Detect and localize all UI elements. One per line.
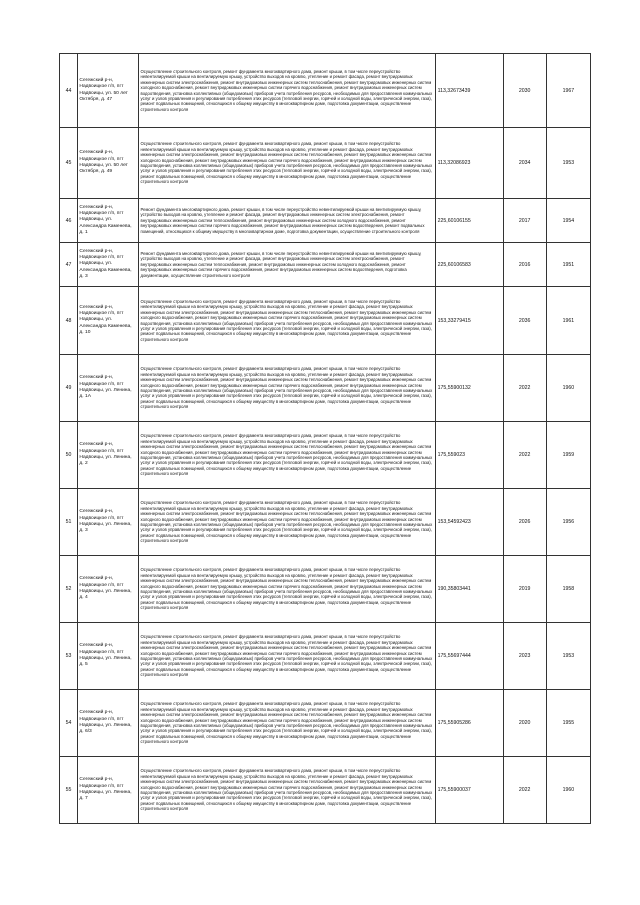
row-cost: 190,35803441 (436, 556, 503, 623)
row-built-year: 1951 (546, 243, 590, 287)
row-planned-year: 2020 (503, 690, 546, 757)
row-built-year: 1955 (546, 690, 590, 757)
row-cost: 153,33279415 (436, 287, 503, 355)
row-built-year: 1960 (546, 757, 590, 824)
row-planned-year: 2036 (503, 287, 546, 355)
row-address: Сегежский р-н, Надвоицкое г/п, пгт Надвоицы, ул. 50 лет Октября, д. 49 (77, 128, 138, 199)
row-built-year: 1967 (546, 54, 590, 128)
row-works: Осуществление строительного контроля, ремонт фундамента многоквартирного дома, ремонт крыши, в том числе переустройство невентилируемой крыши на вентилируемую крышу, устройство выходов на кровлю, утепление и ремонт фасада, ремонт внутридомовых инженерных систем электроснабжения, ремонт внутридомовых инженерных систем теплоснабжения, ремонт внутридомовых инженерных систем холодного водоснабжения, ремонт внутридомовых инженерных систем горячего водоснабжения, ремонт внутридомовых инженерных систем водоотведения, установка коллективных (общедомовых) приборов учета потребления ресурсов, необходимых для предоставления коммунальных услуг и узлов управления и регулирования потребления этих ресурсов (тепловой энергии, горячей и холодной воды, электрической энергии, газа), ремонт подвальных помещений, относящихся к общему имуществу в многоквартирном доме, подготовка документации, осуществление строительного контроля (139, 757, 436, 824)
row-planned-year: 2022 (503, 422, 546, 489)
row-cost: 225,60106155 (436, 199, 503, 243)
table-row (60, 556, 591, 623)
row-address: Сегежский р-н, Надвоицкое г/п, пгт Надвоицы, ул. Ленина, д. 5 (77, 623, 138, 690)
row-works: Ремонт фундамента многоквартирного дома, ремонт крыши, в том числе переустройство невентилируемой крыши на вентилируемую крышу, устройство выходов на кровлю, утепление и ремонт фасада, ремонт внутридомовых инженерных систем электроснабжения, ремонт внутридомовых инженерных систем теплоснабжения, ремонт внутридомовых инженерных систем холодного водоснабжения, ремонт внутридомовых инженерных систем горячего водоснабжения, ремонт внутридомовых инженерных систем водоотведения, подготовка документации, осуществление строительного контроля (139, 243, 436, 287)
table-row (60, 287, 591, 355)
table-row (60, 623, 591, 690)
row-built-year: 1956 (546, 489, 590, 556)
row-cost: 175,559023 (436, 422, 503, 489)
table-row (60, 243, 591, 287)
row-address: Сегежский р-н, Надвоицкое г/п, пгт Надвоицы, ул. Ленина, д. 4 (77, 556, 138, 623)
row-address: Сегежский р-н, Надвоицкое г/п, пгт Надвоицы, ул. 50 лет Октября, д. 47 (77, 54, 138, 128)
row-works: Осуществление строительного контроля, ремонт фундамента многоквартирного дома, ремонт крыши, в том числе переустройство невентилируемой крыши на вентилируемую крышу, устройство выходов на кровлю, утепление и ремонт фасада, ремонт внутридомовых инженерных систем электроснабжения, ремонт внутридомовых инженерных систем теплоснабжения, ремонт внутридомовых инженерных систем холодного водоснабжения, ремонт внутридомовых инженерных систем горячего водоснабжения, ремонт внутридомовых инженерных систем водоотведения, установка коллективных (общедомовых) приборов учета потребления ресурсов, необходимых для предоставления коммунальных услуг и узлов управления и регулирования потребления этих ресурсов (тепловой энергии, горячей и холодной воды, электрической энергии, газа), ремонт подвальных помещений, относящихся к общему имуществу в многоквартирном доме, подготовка документации, осуществление строительного контроля (139, 489, 436, 556)
row-works: Осуществление строительного контроля, ремонт фундамента многоквартирного дома, ремонт крыши, в том числе переустройство невентилируемой крыши на вентилируемую крышу, устройство выходов на кровлю, утепление и ремонт фасада, ремонт внутридомовых инженерных систем электроснабжения, ремонт внутридомовых инженерных систем теплоснабжения, ремонт внутридомовых инженерных систем холодного водоснабжения, ремонт внутридомовых инженерных систем горячего водоснабжения, ремонт внутридомовых инженерных систем водоотведения, установка коллективных (общедомовых) приборов учета потребления ресурсов, необходимых для предоставления коммунальных услуг и узлов управления и регулирования потребления этих ресурсов (тепловой энергии, горячей и холодной воды, электрической энергии, газа), ремонт подвальных помещений, относящихся к общему имуществу в многоквартирном доме, подготовка документации, осуществление строительного контроля (139, 690, 436, 757)
document-page (59, 53, 591, 824)
row-planned-year: 2019 (503, 556, 546, 623)
row-address: Сегежский р-н, Надвоицкое г/п, пгт Надвоицы, ул. Александра Каменева, д. 1 (77, 199, 138, 243)
row-number: 45 (60, 128, 78, 199)
row-number: 51 (60, 489, 78, 556)
row-planned-year: 2030 (503, 54, 546, 128)
row-address: Сегежский р-н, Надвоицкое г/п, пгт Надвоицы, ул. Александра Каменева, д. 3 (77, 243, 138, 287)
row-built-year: 1953 (546, 128, 590, 199)
row-built-year: 1958 (546, 556, 590, 623)
row-built-year: 1961 (546, 287, 590, 355)
row-planned-year: 2034 (503, 128, 546, 199)
row-address: Сегежский р-н, Надвоицкое г/п, пгт Надвоицы, ул. Ленина, д. 6/3 (77, 690, 138, 757)
row-address: Сегежский р-н, Надвоицкое г/п, пгт Надвоицы, ул. Ленина, д. 7 (77, 757, 138, 824)
row-built-year: 1954 (546, 199, 590, 243)
row-cost: 175,55900132 (436, 355, 503, 422)
row-works: Ремонт фундамента многоквартирного дома, ремонт крыши, в том числе переустройство невентилируемой крыши на вентилируемую крышу, устройство выходов на кровлю, утепление и ремонт фасада, ремонт внутридомовых инженерных систем электроснабжения, ремонт внутридомовых инженерных систем теплоснабжения, ремонт внутридомовых инженерных систем холодного водоснабжения, ремонт внутридомовых инженерных систем горячего водоснабжения, ремонт внутридомовых инженерных систем водоотведения, ремонт подвальных помещений, относящихся к общему имуществу в многоквартирном доме, подготовка документации, осуществление строительного контроля (139, 199, 436, 243)
row-works: Осуществление строительного контроля, ремонт фундамента многоквартирного дома, ремонт крыши, в том числе переустройство невентилируемой крыши на вентилируемую крышу, устройство выходов на кровлю, утепление и ремонт фасада, ремонт внутридомовых инженерных систем электроснабжения, ремонт внутридомовых инженерных систем теплоснабжения, ремонт внутридомовых инженерных систем холодного водоснабжения, ремонт внутридомовых инженерных систем горячего водоснабжения, ремонт внутридомовых инженерных систем водоотведения, установка коллективных (общедомовых) приборов учета потребления ресурсов, необходимых для предоставления коммунальных услуг и узлов управления и регулирования потребления этих ресурсов (тепловой энергии, горячей и холодной воды, электрической энергии, газа), ремонт подвальных помещений, относящихся к общему имуществу в многоквартирном доме, подготовка документации, осуществление строительного контроля (139, 54, 436, 128)
row-built-year: 1960 (546, 355, 590, 422)
row-works: Осуществление строительного контроля, ремонт фундамента многоквартирного дома, ремонт крыши, в том числе переустройство невентилируемой крыши на вентилируемую крышу, устройство выходов на кровлю, утепление и ремонт фасада, ремонт внутридомовых инженерных систем электроснабжения, ремонт внутридомовых инженерных систем теплоснабжения, ремонт внутридомовых инженерных систем холодного водоснабжения, ремонт внутридомовых инженерных систем горячего водоснабжения, ремонт внутридомовых инженерных систем водоотведения, установка коллективных (общедомовых) приборов учета потребления ресурсов, необходимых для предоставления коммунальных услуг и узлов управления и регулирования потребления этих ресурсов (тепловой энергии, горячей и холодной воды, электрической энергии, газа), ремонт подвальных помещений, относящихся к общему имуществу в многоквартирном доме, подготовка документации, осуществление строительного контроля (139, 422, 436, 489)
row-number: 55 (60, 757, 78, 824)
row-address: Сегежский р-н, Надвоицкое г/п, пгт Надвоицы, ул. Ленина, д. 2 (77, 422, 138, 489)
row-cost: 175,55697444 (436, 623, 503, 690)
row-planned-year: 2022 (503, 355, 546, 422)
row-planned-year: 2017 (503, 199, 546, 243)
row-works: Осуществление строительного контроля, ремонт фундамента многоквартирного дома, ремонт крыши, в том числе переустройство невентилируемой крыши на вентилируемую крышу, устройство выходов на кровлю, утепление и ремонт фасада, ремонт внутридомовых инженерных систем электроснабжения, ремонт внутридомовых инженерных систем теплоснабжения, ремонт внутридомовых инженерных систем холодного водоснабжения, ремонт внутридомовых инженерных систем горячего водоснабжения, ремонт внутридомовых инженерных систем водоотведения, установка коллективных (общедомовых) приборов учета потребления ресурсов, необходимых для предоставления коммунальных услуг и узлов управления и регулирования потребления этих ресурсов (тепловой энергии, горячей и холодной воды, электрической энергии, газа), ремонт подвальных помещений, относящихся к общему имуществу в многоквартирном доме, подготовка документации, осуществление строительного контроля (139, 355, 436, 422)
row-address: Сегежский р-н, Надвоицкое г/п, пгт Надвоицы, ул. Александра Каменева, д. 10 (77, 287, 138, 355)
row-number: 48 (60, 287, 78, 355)
row-works: Осуществление строительного контроля, ремонт фундамента многоквартирного дома, ремонт крыши, в том числе переустройство невентилируемой крыши на вентилируемую крышу, устройство выходов на кровлю, утепление и ремонт фасада, ремонт внутридомовых инженерных систем электроснабжения, ремонт внутридомовых инженерных систем теплоснабжения, ремонт внутридомовых инженерных систем холодного водоснабжения, ремонт внутридомовых инженерных систем горячего водоснабжения, ремонт внутридомовых инженерных систем водоотведения, установка коллективных (общедомовых) приборов учета потребления ресурсов, необходимых для предоставления коммунальных услуг и узлов управления и регулирования потребления этих ресурсов (тепловой энергии, горячей и холодной воды, электрической энергии, газа), ремонт подвальных помещений, относящихся к общему имуществу в многоквартирном доме, подготовка документации, осуществление строительного контроля (139, 556, 436, 623)
row-number: 46 (60, 199, 78, 243)
row-works: Осуществление строительного контроля, ремонт фундамента многоквартирного дома, ремонт крыши, в том числе переустройство невентилируемой крыши на вентилируемую крышу, устройство выходов на кровлю, утепление и ремонт фасада, ремонт внутридомовых инженерных систем электроснабжения, ремонт внутридомовых инженерных систем теплоснабжения, ремонт внутридомовых инженерных систем холодного водоснабжения, ремонт внутридомовых инженерных систем горячего водоснабжения, ремонт внутридомовых инженерных систем водоотведения, установка коллективных (общедомовых) приборов учета потребления ресурсов, необходимых для предоставления коммунальных услуг и узлов управления и регулирования потребления этих ресурсов (тепловой энергии, горячей и холодной воды, электрической энергии, газа), ремонт подвальных помещений, относящихся к общему имуществу в многоквартирном доме, подготовка документации, осуществление строительного контроля (139, 128, 436, 199)
row-cost: 175,55900037 (436, 757, 503, 824)
table-row (60, 54, 591, 128)
table-row (60, 489, 591, 556)
row-number: 49 (60, 355, 78, 422)
row-number: 44 (60, 54, 78, 128)
row-address: Сегежский р-н, Надвоицкое г/п, пгт Надвоицы, ул. Ленина, д. 3 (77, 489, 138, 556)
row-cost: 153,54592423 (436, 489, 503, 556)
table-row (60, 355, 591, 422)
row-built-year: 1953 (546, 623, 590, 690)
row-cost: 113,32086923 (436, 128, 503, 199)
row-number: 52 (60, 556, 78, 623)
registry-table-body (60, 54, 591, 824)
row-built-year: 1959 (546, 422, 590, 489)
row-address: Сегежский р-н, Надвоицкое г/п, пгт Надвоицы, ул. Ленина, д. 1А (77, 355, 138, 422)
row-planned-year: 2016 (503, 243, 546, 287)
row-cost: 225,60106583 (436, 243, 503, 287)
registry-table (59, 53, 591, 824)
table-row (60, 757, 591, 824)
table-row (60, 690, 591, 757)
row-planned-year: 2022 (503, 757, 546, 824)
row-planned-year: 2026 (503, 489, 546, 556)
row-number: 47 (60, 243, 78, 287)
row-cost: 113,32673439 (436, 54, 503, 128)
row-works: Осуществление строительного контроля, ремонт фундамента многоквартирного дома, ремонт крыши, в том числе переустройство невентилируемой крыши на вентилируемую крышу, устройство выходов на кровлю, утепление и ремонт фасада, ремонт внутридомовых инженерных систем электроснабжения, ремонт внутридомовых инженерных систем теплоснабжения, ремонт внутридомовых инженерных систем холодного водоснабжения, ремонт внутридомовых инженерных систем горячего водоснабжения, ремонт внутридомовых инженерных систем водоотведения, установка коллективных (общедомовых) приборов учета потребления ресурсов, необходимых для предоставления коммунальных услуг и узлов управления и регулирования потребления этих ресурсов (тепловой энергии, горячей и холодной воды, электрической энергии, газа), ремонт подвальных помещений, относящихся к общему имуществу в многоквартирном доме, подготовка документации, осуществление строительного контроля (139, 623, 436, 690)
row-cost: 175,55905286 (436, 690, 503, 757)
row-number: 53 (60, 623, 78, 690)
table-row (60, 199, 591, 243)
row-number: 54 (60, 690, 78, 757)
table-row (60, 128, 591, 199)
row-works: Осуществление строительного контроля, ремонт фундамента многоквартирного дома, ремонт крыши, в том числе переустройство невентилируемой крыши на вентилируемую крышу, устройство выходов на кровлю, утепление и ремонт фасада, ремонт внутридомовых инженерных систем электроснабжения, ремонт внутридомовых инженерных систем теплоснабжения, ремонт внутридомовых инженерных систем холодного водоснабжения, ремонт внутридомовых инженерных систем горячего водоснабжения, ремонт внутридомовых инженерных систем водоотведения, установка коллективных (общедомовых) приборов учета потребления ресурсов, необходимых для предоставления коммунальных услуг и узлов управления и регулирования потребления этих ресурсов (тепловой энергии, горячей и холодной воды, электрической энергии, газа), ремонт подвальных помещений, относящихся к общему имуществу в многоквартирном доме, подготовка документации, осуществление строительного контроля (139, 287, 436, 355)
row-planned-year: 2023 (503, 623, 546, 690)
table-row (60, 422, 591, 489)
row-number: 50 (60, 422, 78, 489)
